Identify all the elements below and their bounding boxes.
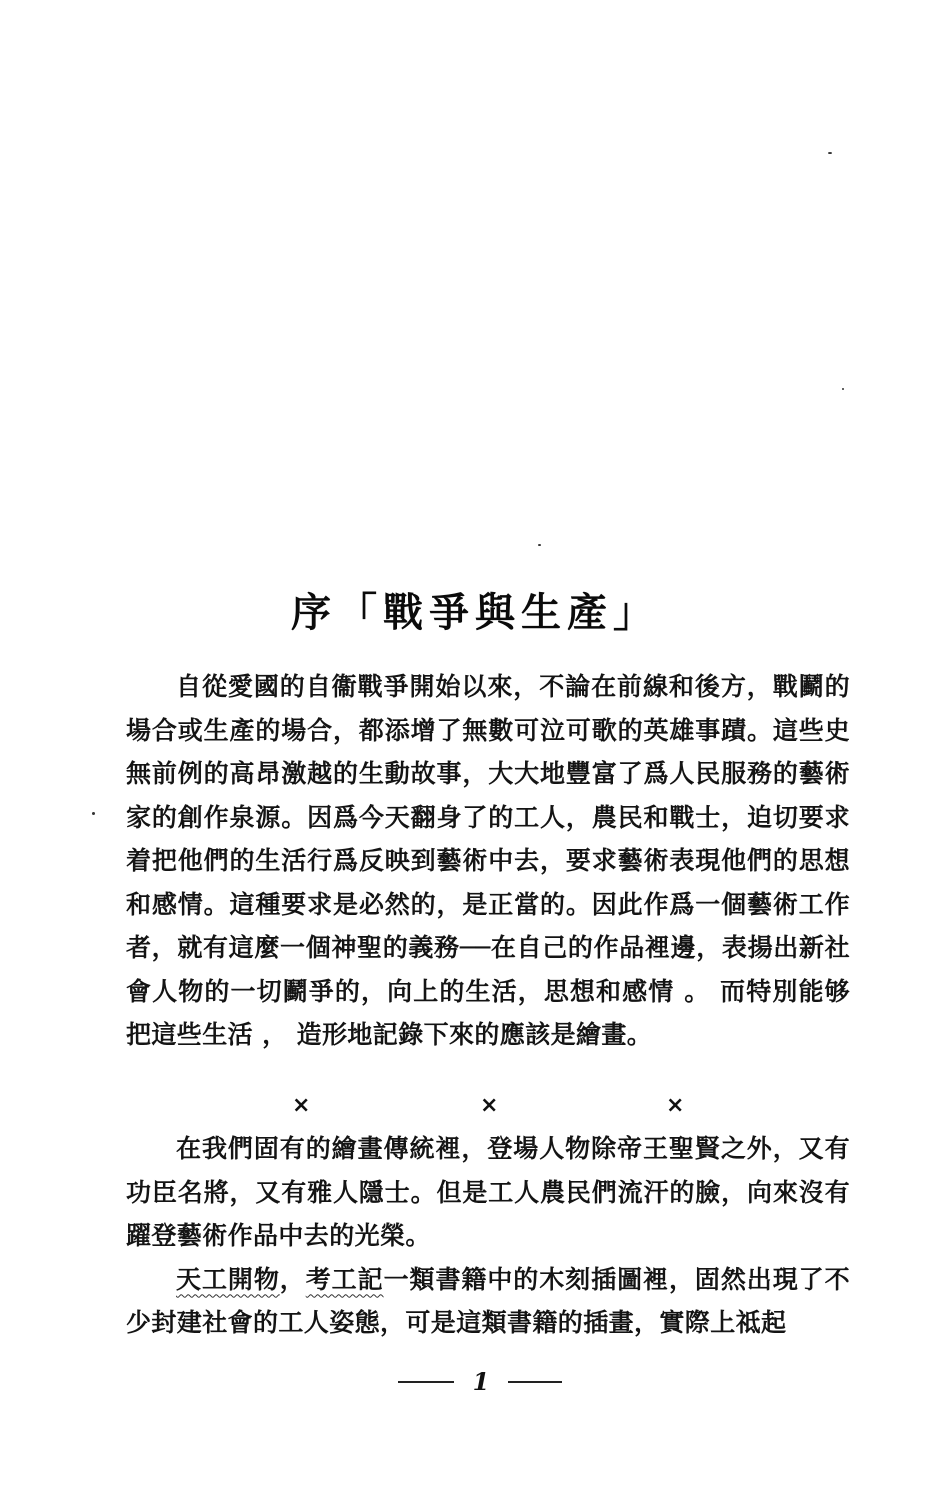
book-title-kaogong-ji: 考工記 <box>305 1264 384 1294</box>
painting-tradition-paragraph: 在我們固有的繪畫傳統裡，登場人物除帝王聖賢之外，又有功臣名將，又有雅人隱士。但是工人農民們流汗的臉，向來沒有躍登藝術作品中去的光榮。 <box>126 1134 850 1250</box>
scan-speck <box>828 152 832 154</box>
footer-rule-left <box>398 1381 454 1383</box>
scan-speck <box>842 388 844 390</box>
scan-speck <box>538 544 541 546</box>
book-separator: ， <box>279 1264 306 1294</box>
intro-paragraph: 自從愛國的自衞戰爭開始以來，不論在前線和後方，戰鬬的場合或生產的場合，都添增了無數可泣可歌的英雄事蹟。這些史無前例的高昂激越的生動故事，大大地豐富了爲人民服務的藝術家的創作泉源。因爲今天翻身了的工人，農民和戰士，迫切要求着把他們的生活行爲反映到藝術中去，要求藝術表現他們的思想和感情。這種要求是必然的，是正當的。因此作爲一個藝術工作者，就有這麼一個神聖的義務──在自己的作品裡邊，表揚出新社會人物的一切鬬爭的，向上的生活，思想和感情 。 而特別能够把這些生活 ， 造形地記錄下來的應該是繪畫。 <box>126 672 850 1049</box>
divider-cross-1: × <box>292 1093 311 1118</box>
section-divider <box>0 1088 950 1124</box>
intro-section <box>126 665 850 1057</box>
divider-cross-2: × <box>480 1093 499 1118</box>
woodcut-paragraph-text: 一類書籍中的木刻插圖裡，固然出現了不少封建社會的工人姿態，可是這類書籍的插畫，實際上祗起 <box>126 1264 851 1337</box>
second-section <box>126 1127 850 1345</box>
book-title-tiangong-kaiwu: 天工開物 <box>176 1264 280 1294</box>
page-number: 1 <box>472 1367 490 1396</box>
page-footer <box>0 1362 950 1396</box>
footer-rule-right <box>508 1381 562 1383</box>
woodcut-paragraph <box>126 1258 850 1345</box>
scan-speck <box>92 812 95 815</box>
page-title: 序「戰爭與生產」 <box>291 589 659 636</box>
divider-cross-3: × <box>666 1093 685 1118</box>
